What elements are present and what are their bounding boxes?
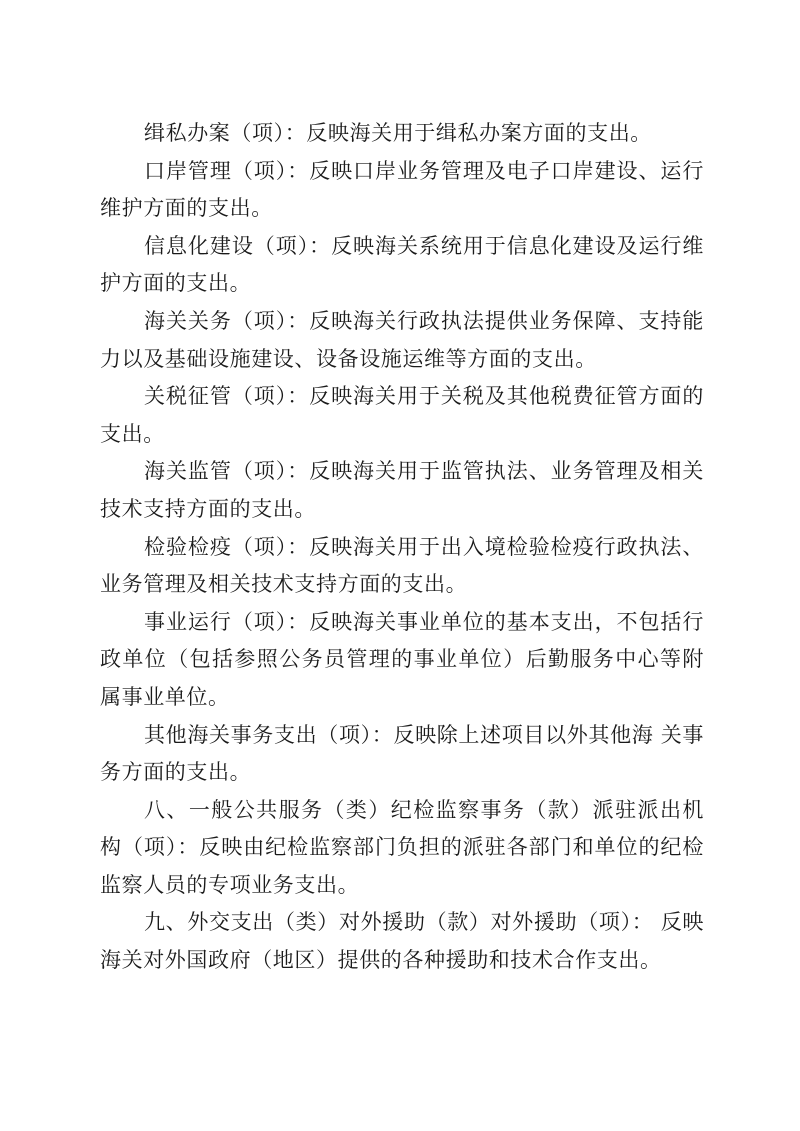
paragraph-foreign-aid: 九、外交支出（类）对外援助（款）对外援助（项）： 反映海关对外国政府（地区）提供的各种援助和技术合作支出。 — [100, 910, 704, 973]
paragraph-informatization: 信息化建设（项）：反映海关系统用于信息化建设及运行维护方面的支出。 — [100, 233, 704, 296]
paragraph-public-institution-operation: 事业运行（项）：反映海关事业单位的基本支出，不包括行政单位（包括参照公务员管理的事业单位）后勤服务中心等附属事业单位。 — [100, 609, 704, 709]
paragraph-customs-affairs: 海关关务（项）：反映海关行政执法提供业务保障、支持能力以及基础设施建设、设备设施运维等方面的支出。 — [100, 308, 704, 371]
paragraph-discipline-inspection: 八、一般公共服务（类）纪检监察事务（款）派驻派出机构（项）：反映由纪检监察部门负担的派驻各部门和单位的纪检监察人员的专项业务支出。 — [100, 797, 704, 897]
paragraph-tariff-collection: 关税征管（项）：反映海关用于关税及其他税费征管方面的支出。 — [100, 384, 704, 446]
paragraph-smuggling-case: 缉私办案（项）：反映海关用于缉私办案方面的支出。 — [144, 121, 652, 145]
document-body — [100, 115, 704, 980]
paragraph-port-management: 口岸管理（项）：反映口岸业务管理及电子口岸建设、运行维护方面的支出。 — [100, 158, 704, 221]
paragraph-customs-supervision: 海关监管（项）：反映海关用于监管执法、业务管理及相关技术支持方面的支出。 — [100, 459, 704, 521]
paragraph-other-customs-expenditure: 其他海关事务支出（项）：反映除上述项目以外其他海 关事务方面的支出。 — [100, 722, 704, 785]
paragraph-inspection-quarantine: 检验检疫（项）：反映海关用于出入境检验检疫行政执法、业务管理及相关技术支持方面的支出。 — [100, 534, 704, 597]
